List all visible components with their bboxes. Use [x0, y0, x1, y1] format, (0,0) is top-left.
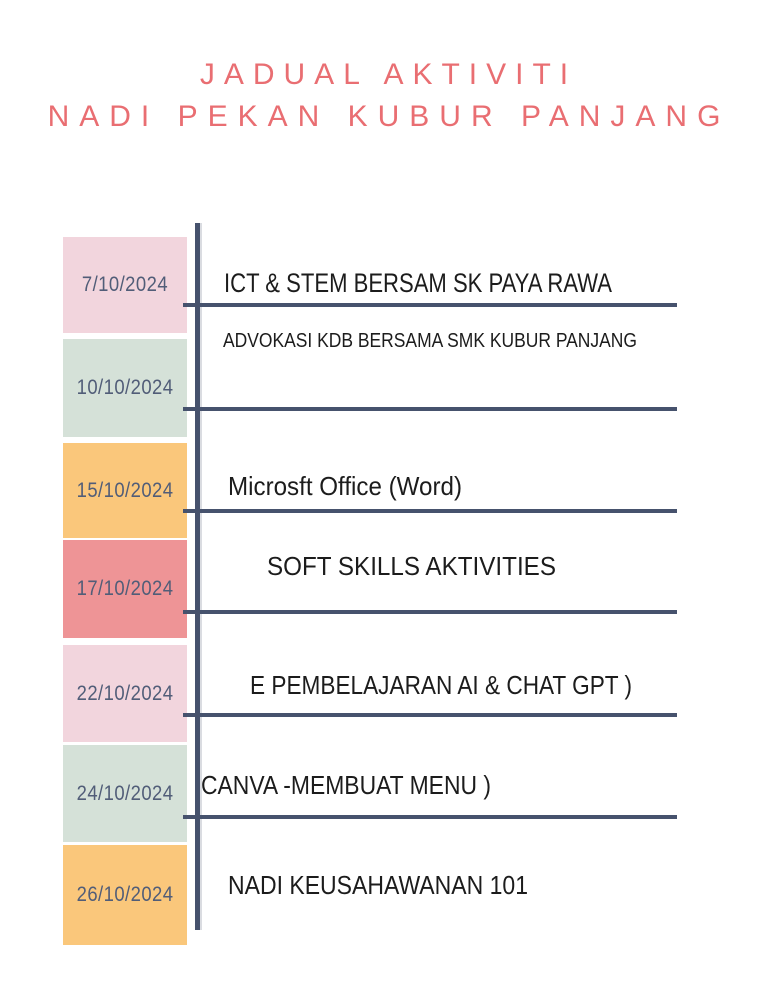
page-title-line-2: NADI PEKAN KUBUR PANJANG	[47, 100, 731, 133]
date-box	[63, 540, 187, 638]
activity-label: SOFT SKILLS AKTIVITIES	[267, 551, 556, 581]
date-box	[63, 645, 187, 742]
date-label: 17/10/2024	[76, 577, 174, 600]
date-label: 15/10/2024	[76, 478, 174, 502]
date-label: 22/10/2024	[76, 681, 174, 705]
date-label: 10/10/2024	[76, 376, 174, 399]
activity-label: ICT & STEM BERSAM SK PAYA RAWA	[224, 268, 612, 298]
timeline-connector	[183, 303, 677, 307]
date-box	[63, 339, 187, 437]
timeline-connector	[183, 815, 677, 819]
timeline-connector	[183, 610, 677, 614]
activity-label: E PEMBELAJARAN AI & CHAT GPT )	[250, 670, 632, 700]
date-box	[63, 443, 187, 538]
date-label: 24/10/2024	[76, 781, 174, 805]
timeline-connector	[183, 509, 677, 513]
activity-label: Microsft Office (Word)	[228, 471, 462, 501]
activity-label: NADI KEUSAHAWANAN 101	[228, 870, 528, 900]
activity-label: ADVOKASI KDB BERSAMA SMK KUBUR PANJANG	[223, 330, 637, 352]
timeline-spine	[195, 223, 200, 930]
timeline-connector	[183, 713, 677, 717]
date-label: 7/10/2024	[81, 273, 169, 296]
date-label: 26/10/2024	[76, 883, 174, 906]
date-box	[63, 237, 187, 333]
timeline-connector	[183, 407, 677, 411]
date-box	[63, 745, 187, 842]
date-box	[63, 845, 187, 945]
page-title-line-1: JADUAL AKTIVITI	[199, 58, 578, 91]
activity-label: CANVA -MEMBUAT MENU )	[201, 770, 491, 800]
